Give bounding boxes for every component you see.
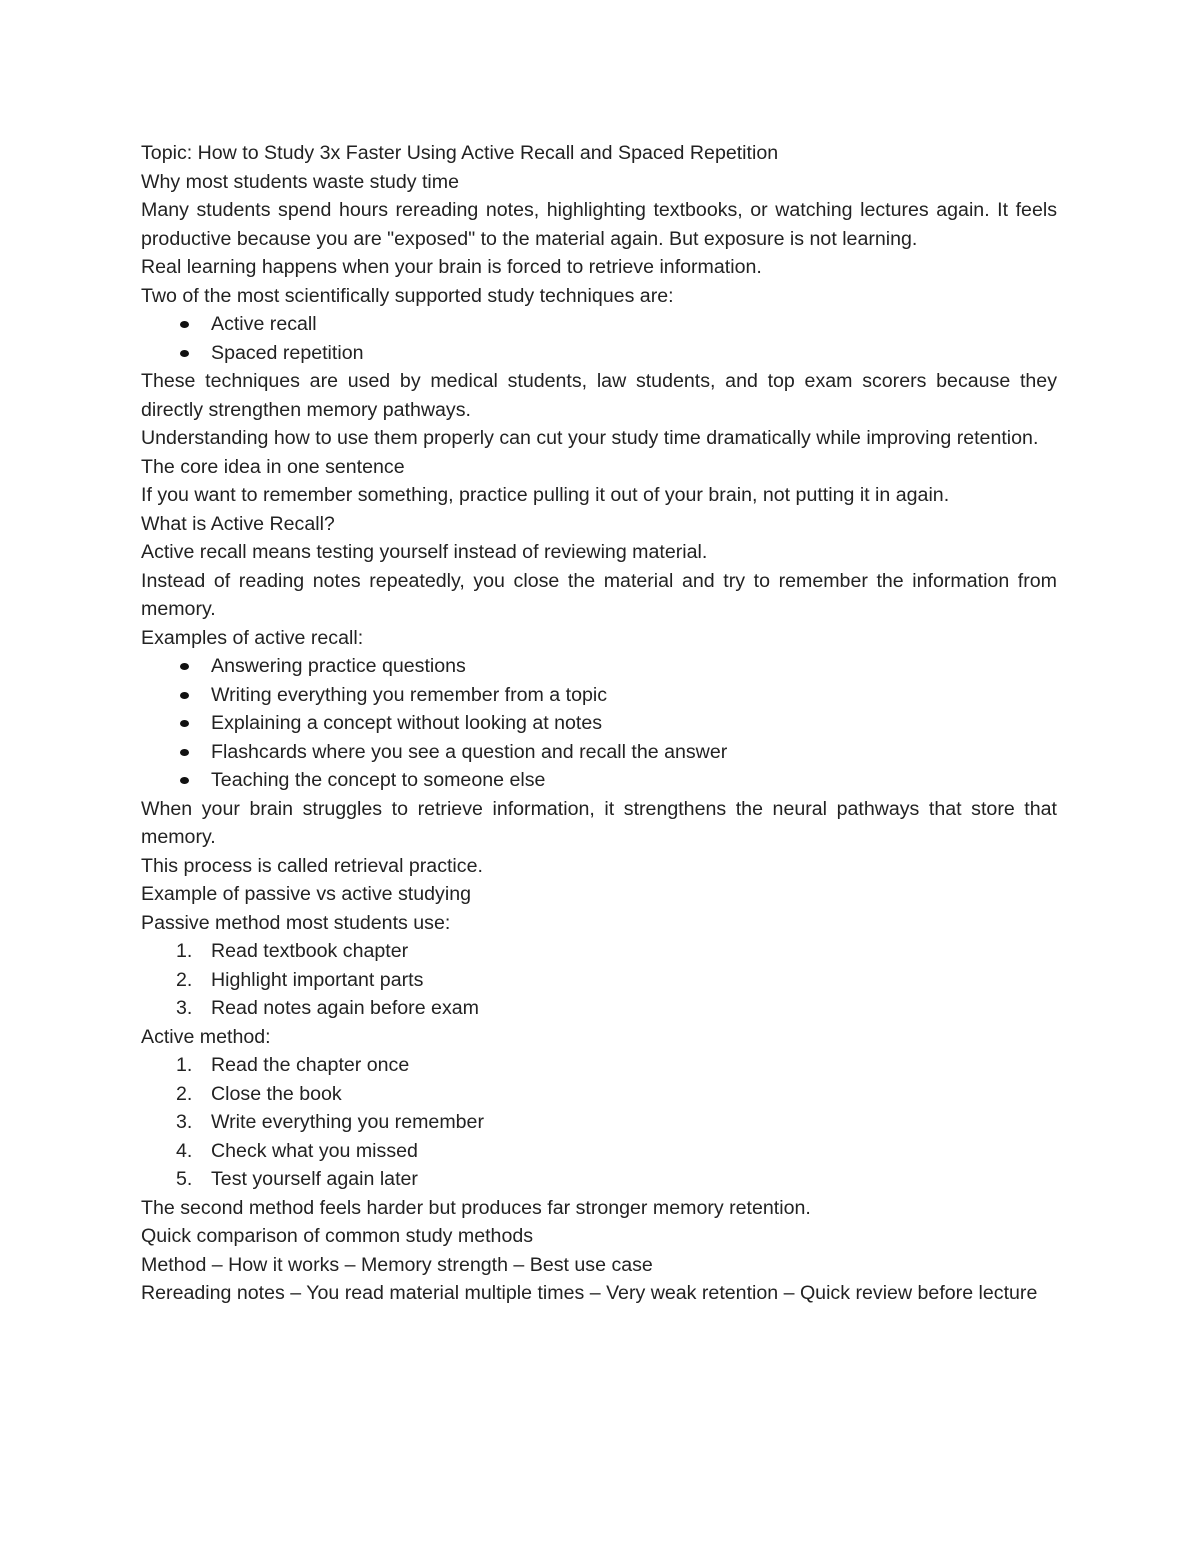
section-heading-example: Example of passive vs active studying — [141, 883, 471, 905]
list-item-text: Teaching the concept to someone else — [211, 769, 546, 791]
bullet-icon — [180, 720, 189, 727]
list-item — [141, 1165, 1057, 1194]
bullet-icon — [180, 692, 189, 699]
paragraph: Instead of reading notes repeatedly, you close the material and try to remember the information from memory. — [141, 569, 1057, 620]
list-item-text: Check what you missed — [211, 1139, 418, 1162]
section-heading-core-idea: The core idea in one sentence — [141, 455, 405, 478]
paragraph: Examples of active recall: — [141, 626, 364, 649]
list-item — [141, 310, 1057, 339]
list-item — [141, 937, 1057, 966]
list-item-text: Writing everything you remember from a topic — [211, 683, 608, 706]
paragraph: Active recall means testing yourself instead of reviewing material. — [141, 541, 708, 563]
list-number: 4. — [176, 1139, 193, 1162]
list-item-text: Close the book — [211, 1082, 342, 1105]
active-steps-list — [141, 1051, 1057, 1194]
bullet-icon — [180, 663, 189, 670]
paragraph: These techniques are used by medical students, law students, and top exam scorers because they directly strengthen memory pathways. — [141, 370, 1057, 421]
paragraph: If you want to remember something, practice pulling it out of your brain, not putting it in again. — [141, 484, 950, 506]
list-item — [141, 1080, 1057, 1109]
recall-examples-list — [141, 652, 1057, 795]
section-heading-why: Why most students waste study time — [141, 170, 459, 193]
list-number: 3. — [176, 1111, 193, 1133]
comparison-row: Rereading notes – You read material multiple times – Very weak retention – Quick review before lecture — [141, 1282, 1038, 1304]
list-item — [141, 1108, 1057, 1137]
list-item — [141, 652, 1057, 681]
bullet-icon — [180, 350, 189, 357]
list-item-text: Highlight important parts — [211, 968, 424, 991]
paragraph: Understanding how to use them properly can cut your study time dramatically while improving retention. — [141, 427, 1039, 449]
paragraph: Real learning happens when your brain is forced to retrieve information. — [141, 256, 762, 278]
list-item — [141, 766, 1057, 795]
list-number: 1. — [176, 1054, 193, 1076]
bullet-icon — [180, 749, 189, 756]
list-item — [141, 738, 1057, 767]
list-item-text: Write everything you remember — [211, 1111, 484, 1133]
topic-line: Topic: How to Study 3x Faster Using Active Recall and Spaced Repetition — [141, 142, 779, 164]
list-item-text: Active recall — [211, 313, 317, 335]
list-number: 2. — [176, 1082, 193, 1105]
list-item — [141, 994, 1057, 1023]
comparison-header-row: Method – How it works – Memory strength – Best use case — [141, 1253, 653, 1276]
list-item-text: Flashcards where you see a question and recall the answer — [211, 740, 728, 763]
list-number: 3. — [176, 997, 193, 1019]
list-item-text: Answering practice questions — [211, 655, 466, 677]
paragraph: Two of the most scientifically supported study techniques are: — [141, 284, 674, 307]
paragraph: The second method feels harder but produces far stronger memory retention. — [141, 1196, 811, 1219]
list-item — [141, 339, 1057, 368]
list-item — [141, 1137, 1057, 1166]
bullet-icon — [180, 777, 189, 784]
list-item — [141, 966, 1057, 995]
document-body — [141, 139, 1057, 1308]
section-heading-comparison: Quick comparison of common study methods — [141, 1225, 534, 1247]
list-item — [141, 681, 1057, 710]
bullet-icon — [180, 321, 189, 328]
list-item — [141, 1051, 1057, 1080]
paragraph: This process is called retrieval practice. — [141, 854, 483, 877]
list-item — [141, 709, 1057, 738]
list-item-text: Read the chapter once — [211, 1054, 410, 1076]
list-item-text: Test yourself again later — [211, 1168, 418, 1190]
paragraph: Many students spend hours rereading notes, highlighting textbooks, or watching lectures again. It feels productive because you are "exposed" to the material again. But exposure is not learning. — [141, 199, 1057, 250]
list-number: 2. — [176, 968, 193, 991]
passive-steps-list — [141, 937, 1057, 1023]
list-number: 5. — [176, 1168, 193, 1190]
section-heading-active-recall: What is Active Recall? — [141, 512, 335, 535]
list-item-text: Explaining a concept without looking at notes — [211, 712, 603, 734]
paragraph: Active method: — [141, 1025, 271, 1048]
paragraph: Passive method most students use: — [141, 911, 451, 934]
paragraph: When your brain struggles to retrieve information, it strengthens the neural pathways that store that memory. — [141, 797, 1057, 848]
list-item-text: Read notes again before exam — [211, 997, 479, 1019]
techniques-list — [141, 310, 1057, 367]
list-item-text: Read textbook chapter — [211, 940, 409, 962]
list-number: 1. — [176, 940, 193, 962]
list-item-text: Spaced repetition — [211, 341, 364, 364]
